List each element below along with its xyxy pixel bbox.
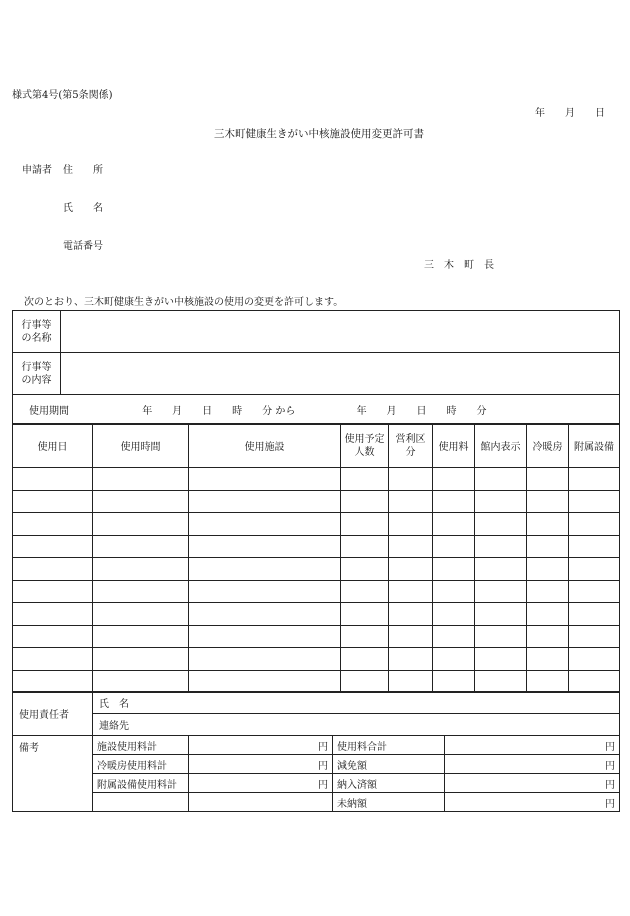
col-planned-people: 使用予定人数 — [341, 424, 389, 468]
usage-row — [13, 468, 620, 491]
usage-cell[interactable] — [93, 558, 189, 581]
yen-unit: 円 — [605, 798, 615, 810]
responsible-name-label: 氏 名 — [99, 699, 129, 710]
usage-cell[interactable] — [13, 513, 93, 536]
usage-cell[interactable] — [93, 625, 189, 648]
usage-cell[interactable] — [389, 513, 433, 536]
usage-cell[interactable] — [341, 535, 389, 558]
usage-cell[interactable] — [527, 603, 569, 626]
usage-cell[interactable] — [475, 580, 527, 603]
usage-cell[interactable] — [341, 558, 389, 581]
usage-cell[interactable] — [389, 625, 433, 648]
usage-cell[interactable] — [341, 468, 389, 491]
usage-cell[interactable] — [189, 603, 341, 626]
equipment-fee-total-value[interactable] — [189, 774, 333, 793]
usage-cell[interactable] — [93, 535, 189, 558]
usage-cell[interactable] — [527, 648, 569, 671]
usage-cell[interactable] — [93, 513, 189, 536]
usage-cell[interactable] — [341, 625, 389, 648]
usage-cell[interactable] — [341, 670, 389, 693]
usage-cell[interactable] — [433, 535, 475, 558]
usage-cell[interactable] — [527, 468, 569, 491]
usage-cell[interactable] — [189, 580, 341, 603]
col-air-conditioning: 冷暖房 — [527, 424, 569, 468]
facility-fee-total-label: 施設使用料計 — [93, 736, 189, 755]
usage-cell[interactable] — [569, 490, 620, 513]
usage-cell[interactable] — [433, 490, 475, 513]
usage-row — [13, 670, 620, 693]
col-facility: 使用施設 — [189, 424, 341, 468]
yen-unit: 円 — [318, 779, 328, 791]
event-content-label: 行事等の内容 — [13, 353, 61, 395]
usage-cell[interactable] — [189, 513, 341, 536]
name-label: 氏 名 — [63, 203, 103, 214]
blank-cell — [189, 793, 333, 812]
intro-text: 次のとおり、三木町健康生きがい中核施設の使用の変更を許可します。 — [24, 297, 344, 308]
usage-cell[interactable] — [569, 625, 620, 648]
event-name-field[interactable] — [61, 311, 620, 353]
responsible-label: 使用責任者 — [13, 692, 93, 736]
usage-cell[interactable] — [13, 490, 93, 513]
usage-cell[interactable] — [93, 670, 189, 693]
usage-period-row[interactable] — [13, 395, 620, 425]
paid-amount-label: 納入済額 — [333, 774, 445, 793]
usage-cell[interactable] — [341, 490, 389, 513]
col-profit-category: 営利区分 — [389, 424, 433, 468]
responsible-contact-label: 連絡先 — [99, 721, 129, 732]
form-number: 様式第4号(第5条関係) — [12, 90, 113, 101]
usage-cell[interactable] — [13, 625, 93, 648]
responsible-name[interactable] — [93, 692, 620, 714]
usage-cell[interactable] — [527, 670, 569, 693]
usage-cell[interactable] — [93, 468, 189, 491]
usage-cell[interactable] — [475, 603, 527, 626]
usage-header-row — [13, 424, 620, 468]
usage-cell[interactable] — [189, 490, 341, 513]
reduction-label: 減免額 — [333, 755, 445, 774]
col-attached-equipment: 附属設備 — [569, 424, 620, 468]
blank-cell — [93, 793, 189, 812]
usage-cell[interactable] — [569, 648, 620, 671]
usage-cell[interactable] — [93, 603, 189, 626]
usage-cell[interactable] — [475, 558, 527, 581]
usage-cell[interactable] — [475, 468, 527, 491]
usage-cell[interactable] — [13, 580, 93, 603]
usage-row — [13, 580, 620, 603]
usage-cell[interactable] — [389, 603, 433, 626]
yen-unit: 円 — [318, 760, 328, 772]
usage-cell[interactable] — [527, 535, 569, 558]
phone-label: 電話番号 — [63, 241, 103, 252]
date-line: 年 月 日 — [535, 108, 605, 119]
usage-cell[interactable] — [527, 513, 569, 536]
usage-cell[interactable] — [569, 670, 620, 693]
usage-cell[interactable] — [389, 558, 433, 581]
event-table — [12, 310, 620, 425]
unpaid-amount-value[interactable] — [445, 793, 620, 812]
usage-cell[interactable] — [475, 670, 527, 693]
usage-cell[interactable] — [341, 580, 389, 603]
usage-cell[interactable] — [527, 558, 569, 581]
usage-cell[interactable] — [389, 648, 433, 671]
usage-cell[interactable] — [189, 558, 341, 581]
usage-cell[interactable] — [433, 625, 475, 648]
usage-cell[interactable] — [13, 603, 93, 626]
usage-cell[interactable] — [569, 468, 620, 491]
usage-row — [13, 513, 620, 536]
usage-cell[interactable] — [341, 513, 389, 536]
usage-cell[interactable] — [13, 670, 93, 693]
yen-unit: 円 — [605, 760, 615, 772]
usage-cell[interactable] — [389, 580, 433, 603]
yen-unit: 円 — [605, 741, 615, 753]
usage-cell[interactable] — [189, 535, 341, 558]
usage-cell[interactable] — [433, 580, 475, 603]
usage-cell[interactable] — [433, 603, 475, 626]
usage-cell[interactable] — [13, 558, 93, 581]
usage-cell[interactable] — [189, 670, 341, 693]
usage-row — [13, 558, 620, 581]
page-title: 三木町健康生きがい中核施設使用変更許可書 — [214, 128, 424, 140]
paid-amount-value[interactable] — [445, 774, 620, 793]
usage-cell[interactable] — [341, 603, 389, 626]
usage-cell[interactable] — [189, 648, 341, 671]
col-indoor-display: 館内表示 — [475, 424, 527, 468]
usage-cell[interactable] — [93, 580, 189, 603]
usage-row — [13, 603, 620, 626]
usage-cell[interactable] — [569, 580, 620, 603]
usage-cell[interactable] — [527, 490, 569, 513]
usage-cell[interactable] — [13, 535, 93, 558]
usage-cell[interactable] — [13, 468, 93, 491]
usage-cell[interactable] — [93, 490, 189, 513]
usage-cell[interactable] — [433, 558, 475, 581]
yen-unit: 円 — [605, 779, 615, 791]
unpaid-amount-label: 未納額 — [333, 793, 445, 812]
usage-period-from: 年 月 日 時 分 から — [142, 406, 296, 417]
reduction-value[interactable] — [445, 755, 620, 774]
col-usage-date: 使用日 — [13, 424, 93, 468]
facility-fee-total-value[interactable] — [189, 736, 333, 755]
address-label: 住 所 — [63, 165, 103, 176]
usage-cell[interactable] — [433, 513, 475, 536]
usage-cell[interactable] — [569, 513, 620, 536]
usage-row — [13, 490, 620, 513]
usage-cell[interactable] — [527, 580, 569, 603]
usage-cell[interactable] — [475, 535, 527, 558]
usage-row — [13, 535, 620, 558]
col-fee: 使用料 — [433, 424, 475, 468]
hvac-fee-total-label: 冷暖房使用料計 — [93, 755, 189, 774]
usage-cell[interactable] — [527, 625, 569, 648]
usage-table — [12, 423, 620, 693]
issuer: 三 木 町 長 — [424, 260, 494, 271]
usage-cell[interactable] — [389, 468, 433, 491]
usage-cell[interactable] — [475, 625, 527, 648]
usage-cell[interactable] — [389, 670, 433, 693]
responsible-contact[interactable] — [93, 714, 620, 736]
usage-cell[interactable] — [569, 535, 620, 558]
usage-cell[interactable] — [341, 648, 389, 671]
usage-cell[interactable] — [433, 468, 475, 491]
usage-cell[interactable] — [13, 648, 93, 671]
usage-cell[interactable] — [389, 490, 433, 513]
usage-row — [13, 648, 620, 671]
usage-cell[interactable] — [389, 535, 433, 558]
applicant-label: 申請者 — [22, 165, 52, 176]
event-content-field[interactable] — [61, 353, 620, 395]
usage-cell[interactable] — [189, 468, 341, 491]
usage-period-label: 使用期間 — [29, 406, 69, 417]
usage-period-to: 年 月 日 時 分 — [356, 406, 487, 417]
usage-cell[interactable] — [569, 603, 620, 626]
summary-table — [12, 691, 620, 812]
usage-cell[interactable] — [433, 670, 475, 693]
usage-row — [13, 625, 620, 648]
usage-fee-total-label: 使用料合計 — [333, 736, 445, 755]
hvac-fee-total-value[interactable] — [189, 755, 333, 774]
usage-cell[interactable] — [93, 648, 189, 671]
usage-cell[interactable] — [475, 648, 527, 671]
equipment-fee-total-label: 附属設備使用料計 — [93, 774, 189, 793]
usage-cell[interactable] — [433, 648, 475, 671]
usage-cell[interactable] — [189, 625, 341, 648]
col-usage-time: 使用時間 — [93, 424, 189, 468]
usage-cell[interactable] — [569, 558, 620, 581]
event-name-label: 行事等の名称 — [13, 311, 61, 353]
usage-fee-total-value[interactable] — [445, 736, 620, 755]
usage-cell[interactable] — [475, 490, 527, 513]
usage-cell[interactable] — [475, 513, 527, 536]
remarks-label: 備考 — [13, 736, 93, 812]
yen-unit: 円 — [318, 741, 328, 753]
